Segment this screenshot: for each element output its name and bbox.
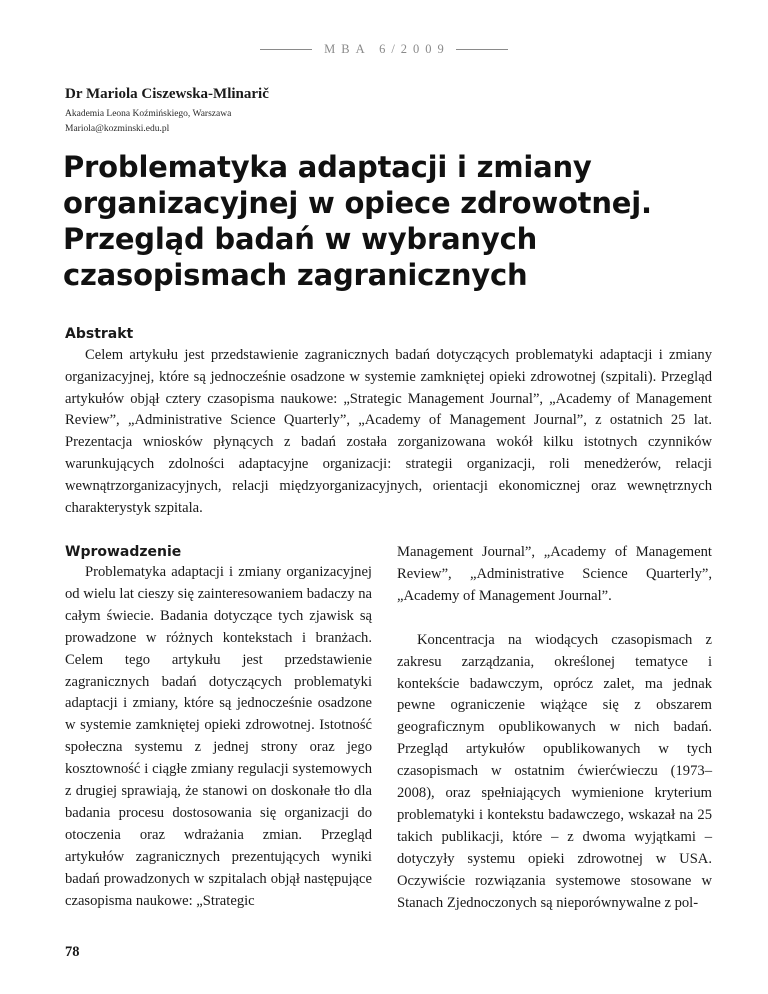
author-institution: Akademia Leona Koźmińskiego, Warszawa	[65, 109, 232, 119]
section-heading-introduction: Wprowadzenie	[65, 544, 182, 560]
article-title: Problematyka adaptacji i zmiany organizacyjnej w opiece zdrowotnej. Przegląd badań w wybranych czasopismach zagranicznych	[63, 150, 652, 292]
introduction-paragraph-2: Koncentracja na wiodących czasopismach z zakresu zarządzania, określonej tematyce i kontekście badawczym, oprócz zalet, ma jednak pewne ograniczenie wiążące się z obszarem geograficznym opublikowanych w nich badań. Przegląd artykułów opublikowanych w tych czasopismach w ostatnim ćwierćwieczu (1973–2008), oraz spełniających wymienione kryterium problematyki i kontekstu badawczego, wskazał na 25 takich publikacji, które – z dwoma wyjątkami – dotyczyły systemu opieki zdrowotnej w USA. Oczywiście rozwiązania systemowe stosowane w Stanach Zjednoczonych są nieporównywalne z pol-	[397, 631, 712, 911]
author-name: Dr Mariola Ciszewska-Mlinarič	[65, 86, 269, 102]
introduction-paragraph-1: Problematyka adaptacji i zmiany organizacyjnej od wielu lat cieszy się zainteresowaniem badaczy na całym świecie. Badania dotyczące tych zjawisk są prowadzone w różnych kontekstach i branżach. Celem tego artykułu jest przedstawienie zagranicznych badań dotyczących problematyki adaptacji i zmiany, które są jednocześnie osadzone w systemie zamkniętej opieki zdrowotnej. Istotność społeczna systemu z jednej strony oraz jego kosztowność i ciągłe zmiany regulacji systemowych z drugiej sprawiają, że stanowi on doskonałe tło dla badania procesu dostosowania się organizacji do otoczenia oraz wdrażania zmian. Przegląd artykułów zagranicznych prezentujących wyniki badań prowadzonych w szpitalach objął następujące czasopisma naukowe: „Strategic	[65, 564, 372, 909]
right-column	[397, 542, 712, 915]
page-number: 78	[65, 944, 80, 960]
author-email: Mariola@kozminski.edu.pl	[65, 124, 170, 134]
introduction-paragraph-1-continued: Management Journal”, „Academy of Management Review”, „Administrative Science Quarterly”, „Academy of Management Journal”.	[397, 544, 712, 604]
header-rule-right	[456, 49, 508, 50]
journal-issue: MBA 6/2009	[324, 42, 450, 56]
left-column	[65, 542, 372, 913]
running-header	[0, 42, 768, 57]
header-rule-left	[260, 49, 312, 50]
abstract-heading: Abstrakt	[65, 326, 134, 342]
abstract-text: Celem artykułu jest przedstawienie zagranicznych badań dotyczących problematyki adaptacji i zmiany organizacyjnej, które są jednocześnie osadzone w systemie zamkniętej opieki zdrowotnej (szpitali). Przegląd artykułów objął cztery czasopisma naukowe: „Strategic Management Journal”, „Academy of Management Review”, „Administrative Science Quarterly”, „Academy of Management Journal”, z ostatnich 25 lat. Prezentacja wniosków płynących z badań została zorganizowana wokół kilku istotnych czynników warunkujących zdolności adaptacyjne organizacji: strategii organizacji, roli menedżerów, relacji wewnątrzorganizacyjnych, relacji międzyorganizacyjnych, orientacji ekonomicznej oraz wewnętrznych charakterystyk szpitala.	[65, 347, 712, 516]
